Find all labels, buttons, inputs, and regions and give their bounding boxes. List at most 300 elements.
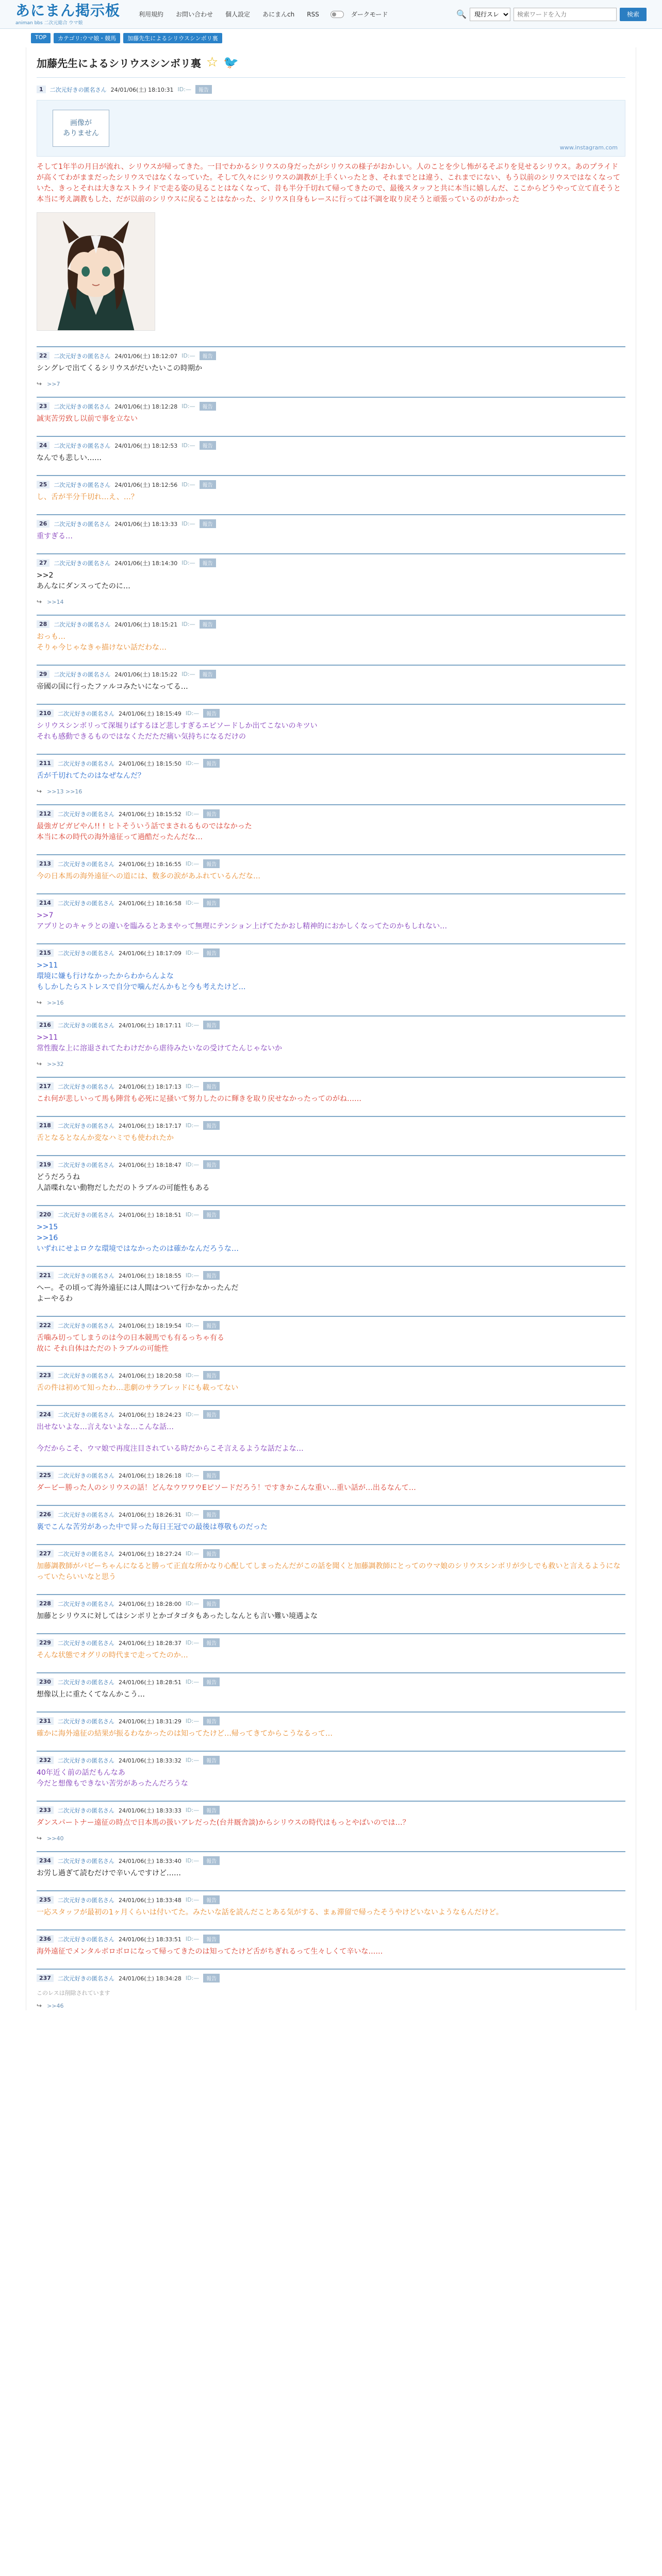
post-body: 一応スタッフが最初の1ヶ月くらいは付いてた。みたいな話を読んだことある気がする、まぁ滞留で帰ったそうやけどいないようなもんだけど。 [37,1908,503,1917]
post [37,1751,625,1792]
post-id: ID:— [185,1975,200,1981]
post [37,1633,625,1664]
post-number[interactable]: 223 [37,1371,54,1379]
search-scope-select[interactable] [470,8,510,21]
report-button[interactable]: 報告 [203,1021,220,1029]
post-number[interactable]: 217 [37,1082,54,1090]
post [37,1711,625,1742]
anime-girl-illustration[interactable] [37,212,155,331]
post-number[interactable]: 212 [37,810,54,818]
report-button[interactable]: 報告 [203,899,220,907]
report-button[interactable]: 報告 [203,709,220,718]
post-body: 舌の件は初めて知ったわ…悲劇のサラブレッドにも載ってない [37,1384,239,1392]
post-date: 24/01/06(土) 18:18:55 [118,1272,181,1279]
report-button[interactable]: 報告 [203,1677,220,1686]
post-number[interactable]: 221 [37,1272,54,1279]
post-body: >>11 環境に嫌も行けなかったからわからんよな もしかしたらストレスで自分で噛んだんかもと今も考えたけど… [37,961,246,991]
reply-arrow-icon: ↪ [37,380,42,387]
post-author: 二次元好きの匿名さん [57,1857,114,1865]
post [37,893,625,935]
post [37,1466,625,1497]
post-date: 24/01/06(土) 18:16:55 [118,860,181,868]
post [37,1015,625,1069]
post-author: 二次元好きの匿名さん [57,1896,114,1904]
search-input[interactable] [514,8,617,21]
post-date: 24/01/06(土) 18:28:37 [118,1639,181,1647]
post-date: 24/01/06(土) 18:15:49 [118,710,181,717]
reply-links [37,996,625,1007]
post-id: ID:— [185,1807,200,1814]
page-title: 加藤先生によるシリウスシンボリ裏 [37,57,201,70]
report-button[interactable]: 報告 [203,1082,220,1091]
reply-links [37,785,625,796]
post-date: 24/01/06(土) 18:33:40 [118,1857,181,1865]
post-author: 二次元好きの匿名さん [57,1679,114,1686]
post-number[interactable]: 226 [37,1511,54,1518]
report-button[interactable]: 報告 [203,1321,220,1330]
post-body: 誠実苦労致し以前で事を立ない [37,415,138,423]
post [37,1929,625,1960]
reply-arrow-icon: ↪ [37,2002,42,2009]
post [37,854,625,885]
favorite-star-icon[interactable]: ☆ [206,55,219,70]
post-number[interactable]: 233 [37,1806,54,1814]
report-button[interactable]: 報告 [200,441,216,450]
post-id: ID:— [177,86,191,93]
post [37,1266,625,1308]
post-date: 24/01/06(土) 18:33:48 [118,1896,181,1904]
post-id: ID:— [181,352,195,359]
post-header [37,554,625,570]
post-id: ID:— [185,1757,200,1764]
post-author: 二次元好きの匿名さん [57,1083,114,1090]
post-id: ID:— [185,1022,200,1028]
post [37,1851,625,1882]
post-date: 24/01/06(土) 18:27:24 [118,1550,181,1557]
post-date: 24/01/06(土) 18:15:21 [114,621,178,628]
report-button[interactable]: 報告 [200,351,216,360]
post-number[interactable]: 29 [37,670,49,678]
report-button[interactable]: 報告 [203,1121,220,1130]
post-id: ID:— [181,481,195,488]
post-id: ID:— [181,560,195,566]
report-button[interactable]: 報告 [203,1510,220,1519]
post-header [37,1267,625,1283]
post-number[interactable]: 229 [37,1639,54,1647]
post-header [37,1970,625,1986]
header-nav [134,10,393,19]
report-button[interactable]: 報告 [203,1210,220,1219]
post-body: 40年近く前の話だもんなあ 今だと想像もできない苦労があったんだろうな [37,1769,188,1788]
reply-arrow-icon: ↪ [37,1835,42,1842]
report-button[interactable]: 報告 [203,1638,220,1647]
post-id: ID:— [185,710,200,717]
post-author: 二次元好きの匿名さん [57,1022,114,1029]
post-number[interactable]: 237 [37,1974,54,1982]
post-header [37,1506,625,1522]
reply-anchor-link[interactable]: >>32 [47,1060,64,1067]
post-number[interactable]: 26 [37,520,49,528]
post-id: ID:— [181,442,195,449]
post-author: 二次元好きの匿名さん [57,1639,114,1647]
post-id: ID:— [185,1472,200,1479]
post-header [37,805,625,821]
post-body: そんな状態でオグリの時代まで走ってたのか… [37,1651,188,1659]
post [37,1672,625,1703]
post-header [37,1467,625,1483]
post-date: 24/01/06(土) 18:12:28 [114,403,178,410]
post-id: ID:— [185,1372,200,1379]
report-button[interactable]: 報告 [203,1856,220,1865]
post-body: へー。その頃って海外遠征には人間はついて行かなかったんだ よーやるわ [37,1284,239,1303]
post-date: 24/01/06(土) 18:19:54 [118,1322,181,1329]
post-body: 今の日本馬の海外遠征への道には、数多の涙があふれているんだな… [37,872,260,880]
post [37,1205,625,1258]
thread-title-row [37,47,625,77]
nav-animanch[interactable]: あにまんch [262,11,295,18]
no-image-line2: ありません [63,129,99,138]
post-author: 二次元好きの匿名さん [57,1936,114,1943]
post-body: なんでも悲しい…… [37,454,102,462]
post-header [37,1016,625,1032]
reply-links [37,1057,625,1069]
post-number[interactable]: 25 [37,481,49,488]
report-button[interactable]: 報告 [203,1895,220,1904]
post [37,804,625,846]
post-author: 二次元好きの匿名さん [54,520,111,528]
report-button[interactable]: 報告 [203,1599,220,1608]
search-button[interactable]: 検索 [620,8,647,21]
post-date: 24/01/06(土) 18:33:32 [118,1757,181,1764]
post [37,1969,625,2010]
report-button[interactable]: 報告 [203,1160,220,1169]
reply-anchor-link[interactable]: >>14 [47,598,64,605]
report-button[interactable]: 報告 [203,948,220,957]
post [37,475,625,506]
post-id: ID:— [181,621,195,628]
report-button[interactable]: 報告 [203,1806,220,1815]
report-button[interactable]: 報告 [200,480,216,489]
reply-arrow-icon: ↪ [37,598,42,605]
report-button[interactable]: 報告 [203,809,220,818]
post [37,1505,625,1536]
post [37,1316,625,1358]
post-id: ID:— [185,1211,200,1218]
reply-anchor-link[interactable]: >>13 >>16 [47,788,82,795]
post-date: 24/01/06(土) 18:31:29 [118,1718,181,1725]
post-number[interactable]: 216 [37,1021,54,1029]
post-id: ID:— [185,1896,200,1903]
post-body: >>7 アプリとのキャラとの違いを臨みるとあまやって無理にテンション上げてたかおし精神的におかしくなってたのかもしれない… [37,911,448,930]
reply-anchor-link[interactable]: >>46 [47,2002,64,2009]
post-header [37,1206,625,1222]
post-date: 24/01/06(土) 18:28:51 [118,1679,181,1686]
nav-terms[interactable]: 利用規約 [139,11,164,18]
post [37,397,625,428]
post-header [37,1802,625,1818]
post-id: ID:— [185,1411,200,1418]
post [37,514,625,545]
post-number[interactable]: 24 [37,442,49,449]
post-header [37,1117,625,1133]
report-button[interactable]: 報告 [203,1974,220,1982]
post-date: 24/01/06(土) 18:26:31 [118,1511,181,1518]
post-number[interactable]: 220 [37,1211,54,1218]
logo-subtitle: animan bbs 二次元総合 ウマ娘 [15,20,83,26]
post-author: 二次元好きの匿名さん [57,1372,114,1379]
post-body: ダービー勝った人のシリウスの話！どんなウワワウEピソードだろう！ですきかこんな重い…重い話が…出るなんて… [37,1484,416,1492]
post-header [37,476,625,492]
post-id: ID:— [185,1679,200,1685]
post-header [37,1673,625,1689]
post-author: 二次元好きの匿名さん [57,1472,114,1479]
post-id: ID:— [181,403,195,410]
post-header [37,1752,625,1768]
post-id: ID:— [185,1857,200,1864]
report-button[interactable]: 報告 [203,1471,220,1480]
post-header [37,894,625,910]
post-number[interactable]: 214 [37,899,54,907]
report-button[interactable]: 報告 [200,558,216,567]
post-number[interactable]: 232 [37,1756,54,1764]
post-date: 24/01/06(土) 18:15:52 [118,810,181,818]
post-number[interactable]: 28 [37,620,49,628]
logo-title: あにまん掲示板 [15,2,121,19]
post-author: 二次元好きの匿名さん [57,860,114,868]
reply-links [37,377,625,388]
post-header [37,705,625,721]
post-author: 二次元好きの匿名さん [57,1757,114,1764]
link-preview[interactable] [37,100,625,157]
reply-anchor-link[interactable]: >>40 [47,1835,64,1842]
thread-container [26,47,636,2010]
post-date: 24/01/06(土) 18:15:50 [118,760,181,767]
report-button[interactable]: 報告 [200,402,216,411]
post-body: 海外遠征でメンタルボロボロになって帰ってきたのは知ってたけど舌がちぎれるって生々しくて辛いな…… [37,1947,383,1956]
post-date: 24/01/06(土) 18:13:33 [114,520,178,528]
post-body: し、舌が半分千切れ…え、…？ [37,493,138,501]
post-date: 24/01/06(土) 18:17:13 [118,1083,181,1090]
post-number[interactable]: 27 [37,559,49,567]
post-author: 二次元好きの匿名さん [54,671,111,678]
post-date: 24/01/06(土) 18:33:51 [118,1936,181,1943]
reply-arrow-icon: ↪ [37,788,42,795]
search-area [456,8,647,21]
post-author: 二次元好きの匿名さん [54,621,111,628]
post-number[interactable]: 234 [37,1857,54,1865]
twitter-bird-icon[interactable]: 🐦 [223,55,239,70]
post-header [37,1156,625,1172]
post-id: ID:— [185,950,200,956]
post-id: ID:— [185,860,200,867]
nav-contact[interactable]: お問い合わせ [176,11,213,18]
nav-rss[interactable]: RSS [307,10,319,18]
site-header [0,0,662,29]
post-author: 二次元好きの匿名さん [57,1411,114,1418]
post-author: 二次元好きの匿名さん [57,1161,114,1168]
breadcrumb-thread[interactable]: 加藤先生によるシリウスシンボリ裏 [123,33,222,43]
post-date: 24/01/06(土) 18:12:53 [114,442,178,449]
post-id: ID:— [185,810,200,817]
post-id: ID:— [185,760,200,767]
report-button[interactable]: 報告 [203,1410,220,1419]
post-body: どうだろうね 人語喋れない動物だしただのトラブルの可能性もある [37,1173,210,1192]
report-button[interactable]: 報告 [203,859,220,868]
report-button[interactable]: 報告 [203,1935,220,1943]
post-header [37,81,625,97]
post-number[interactable]: 236 [37,1935,54,1943]
post-id: ID:— [185,1322,200,1329]
post-author: 二次元好きの匿名さん [57,900,114,907]
post-number[interactable]: 225 [37,1471,54,1479]
post-author: 二次元好きの匿名さん [54,403,111,410]
post-number[interactable]: 222 [37,1321,54,1329]
post-id: ID:— [185,1511,200,1518]
post-number[interactable]: 235 [37,1896,54,1904]
dark-mode-label: ダークモード [351,11,388,18]
breadcrumb-top[interactable]: TOP [31,33,51,43]
reply-anchor-link[interactable]: >>7 [47,380,60,387]
search-icon: 🔍 [456,9,467,19]
breadcrumb [0,29,662,47]
post-author: 二次元好きの匿名さん [57,1718,114,1725]
post-id: ID:— [185,900,200,906]
post-body: >>15 >>16 いずれにせよロクな環境ではなかったのは確かなんだろうな… [37,1223,239,1253]
post-number[interactable]: 210 [37,709,54,717]
post-date: 24/01/06(土) 18:26:18 [118,1472,181,1479]
post-header [37,347,625,363]
post-body: 加藤とシリウスに対してはシンボリとかゴタゴタもあったしなんとも言い難い境遇よな [37,1612,318,1620]
post [37,1155,625,1197]
post-number[interactable]: 219 [37,1161,54,1168]
report-button[interactable]: 報告 [203,1549,220,1558]
reply-links [37,1999,625,2010]
post-header [37,616,625,632]
report-button[interactable]: 報告 [203,1756,220,1765]
post-id: ID:— [181,520,195,527]
post-body: 加藤調教師がパビーちゃんになると勝って正直な所かなり心配してしまったんだがこの話を聞くと加藤調教師にとってのウマ娘のシリウスシンボリが少しでも救いと言えるようになっていたらいいなと思う [37,1562,621,1581]
breadcrumb-category[interactable]: カテゴリ:ウマ娘・競馬 [54,33,120,43]
post-header [37,755,625,771]
post-id: ID:— [185,1161,200,1168]
post-author: 二次元好きの匿名さん [54,560,111,567]
post-body: 出せないよな…言えないよな…こんな話… 今だからこそ、ウマ娘で再度注目されている時だからこそ言えるような話だよな… [37,1423,304,1453]
post-number[interactable]: 218 [37,1122,54,1129]
post-date: 24/01/06(土) 18:10:31 [110,86,174,93]
post-number[interactable]: 211 [37,759,54,767]
report-button[interactable]: 報告 [200,620,216,629]
reply-links [37,595,625,606]
post-date: 24/01/06(土) 18:12:07 [114,352,178,360]
nav-settings[interactable]: 個人設定 [225,11,251,18]
post-number[interactable]: 213 [37,860,54,868]
deleted-note: このレスは削除されています [37,1990,110,1996]
post-body: 舌噛み切ってしまうのは今の日本競馬でも有るっちゃ有る 故に それ自体はただのトラブルの可能性 [37,1334,224,1353]
post-date: 24/01/06(土) 18:16:58 [118,900,181,907]
reply-anchor-link[interactable]: >>16 [47,999,64,1006]
post-date: 24/01/06(土) 18:20:58 [118,1372,181,1379]
post-number[interactable]: 224 [37,1411,54,1418]
post-body: 重すぎる… [37,532,73,540]
post-id: ID:— [185,1272,200,1279]
post [37,704,625,745]
post [37,1405,625,1458]
post-body: シリウスシンボリって深堀りばするほど悲しすぎるエピソードしか出てこないのキツい それも感動できるものではなくただただ痛い気持ちになるだけの [37,722,318,741]
post-header [37,437,625,453]
dark-mode-toggle[interactable] [330,11,344,18]
post-date: 24/01/06(土) 18:17:09 [118,950,181,957]
report-button[interactable]: 報告 [200,670,216,679]
post-header [37,1891,625,1907]
post-body: おっも… そりゃ今じゃなきゃ描けない話だわな… [37,633,167,652]
post-author: 二次元好きの匿名さん [57,1550,114,1557]
post-header [37,1852,625,1868]
post-number[interactable]: 231 [37,1717,54,1725]
post [37,1594,625,1625]
post-header [37,1367,625,1383]
link-preview-url[interactable]: www.instagram.com [559,144,618,151]
post-author: 二次元好きの匿名さん [57,760,114,767]
post-author: 二次元好きの匿名さん [54,481,111,488]
post-header [37,1634,625,1650]
post-header [37,398,625,414]
post-author: 二次元好きの匿名さん [57,1975,114,1982]
site-logo[interactable] [15,3,120,26]
post [37,943,625,1007]
post-id: ID:— [185,1122,200,1129]
report-button[interactable]: 報告 [203,759,220,768]
post-id: ID:— [185,1936,200,1942]
report-button[interactable]: 報告 [200,519,216,528]
post-date: 24/01/06(土) 18:34:28 [118,1975,181,1982]
post-date: 24/01/06(土) 18:17:17 [118,1122,181,1129]
post-author: 二次元好きの匿名さん [49,86,107,93]
no-image-placeholder [53,110,109,147]
post [37,553,625,606]
post-number[interactable]: 228 [37,1600,54,1607]
report-button[interactable]: 報告 [203,1271,220,1280]
post-author: 二次元好きの匿名さん [54,442,111,449]
post-number[interactable]: 215 [37,949,54,957]
reply-arrow-icon: ↪ [37,999,42,1006]
post-number[interactable]: 230 [37,1678,54,1686]
post [37,615,625,656]
post [37,754,625,796]
post-body: 裏でこんな苦労があった中で昇った毎日王冠での最後は尊敬ものだった [37,1523,268,1531]
post-body: 舌が千切れてたのはなぜなんだ？ [37,772,145,780]
report-button[interactable]: 報告 [195,85,212,94]
post [37,1801,625,1843]
post-header [37,1713,625,1728]
post-header [37,1595,625,1611]
post-body: ダンスパートナー遠征の時点で日本馬の扱いアレだった(台井厩舎談)からシリウスの時代はもっとやばいのでは…？ [37,1819,410,1827]
report-button[interactable]: 報告 [203,1717,220,1725]
post-id: ID:— [185,1600,200,1607]
post-date: 24/01/06(土) 18:15:22 [114,671,178,678]
post-number[interactable]: 23 [37,402,49,410]
post-number[interactable]: 227 [37,1550,54,1557]
post-header [37,1406,625,1422]
first-post [37,77,625,338]
post-body: 確かに海外遠征の結果が振るわなかったのは知ってたけど…帰ってきてからこうなるって… [37,1730,333,1738]
post-body: 想像以上に重たくてなんかこう… [37,1690,145,1699]
no-image-line1: 画像が [70,119,92,127]
report-button[interactable]: 報告 [203,1371,220,1380]
post-number[interactable]: 1 [37,86,46,93]
post-date: 24/01/06(土) 18:17:11 [118,1022,181,1029]
post-number[interactable]: 22 [37,352,49,360]
post-date: 24/01/06(土) 18:18:47 [118,1161,181,1168]
